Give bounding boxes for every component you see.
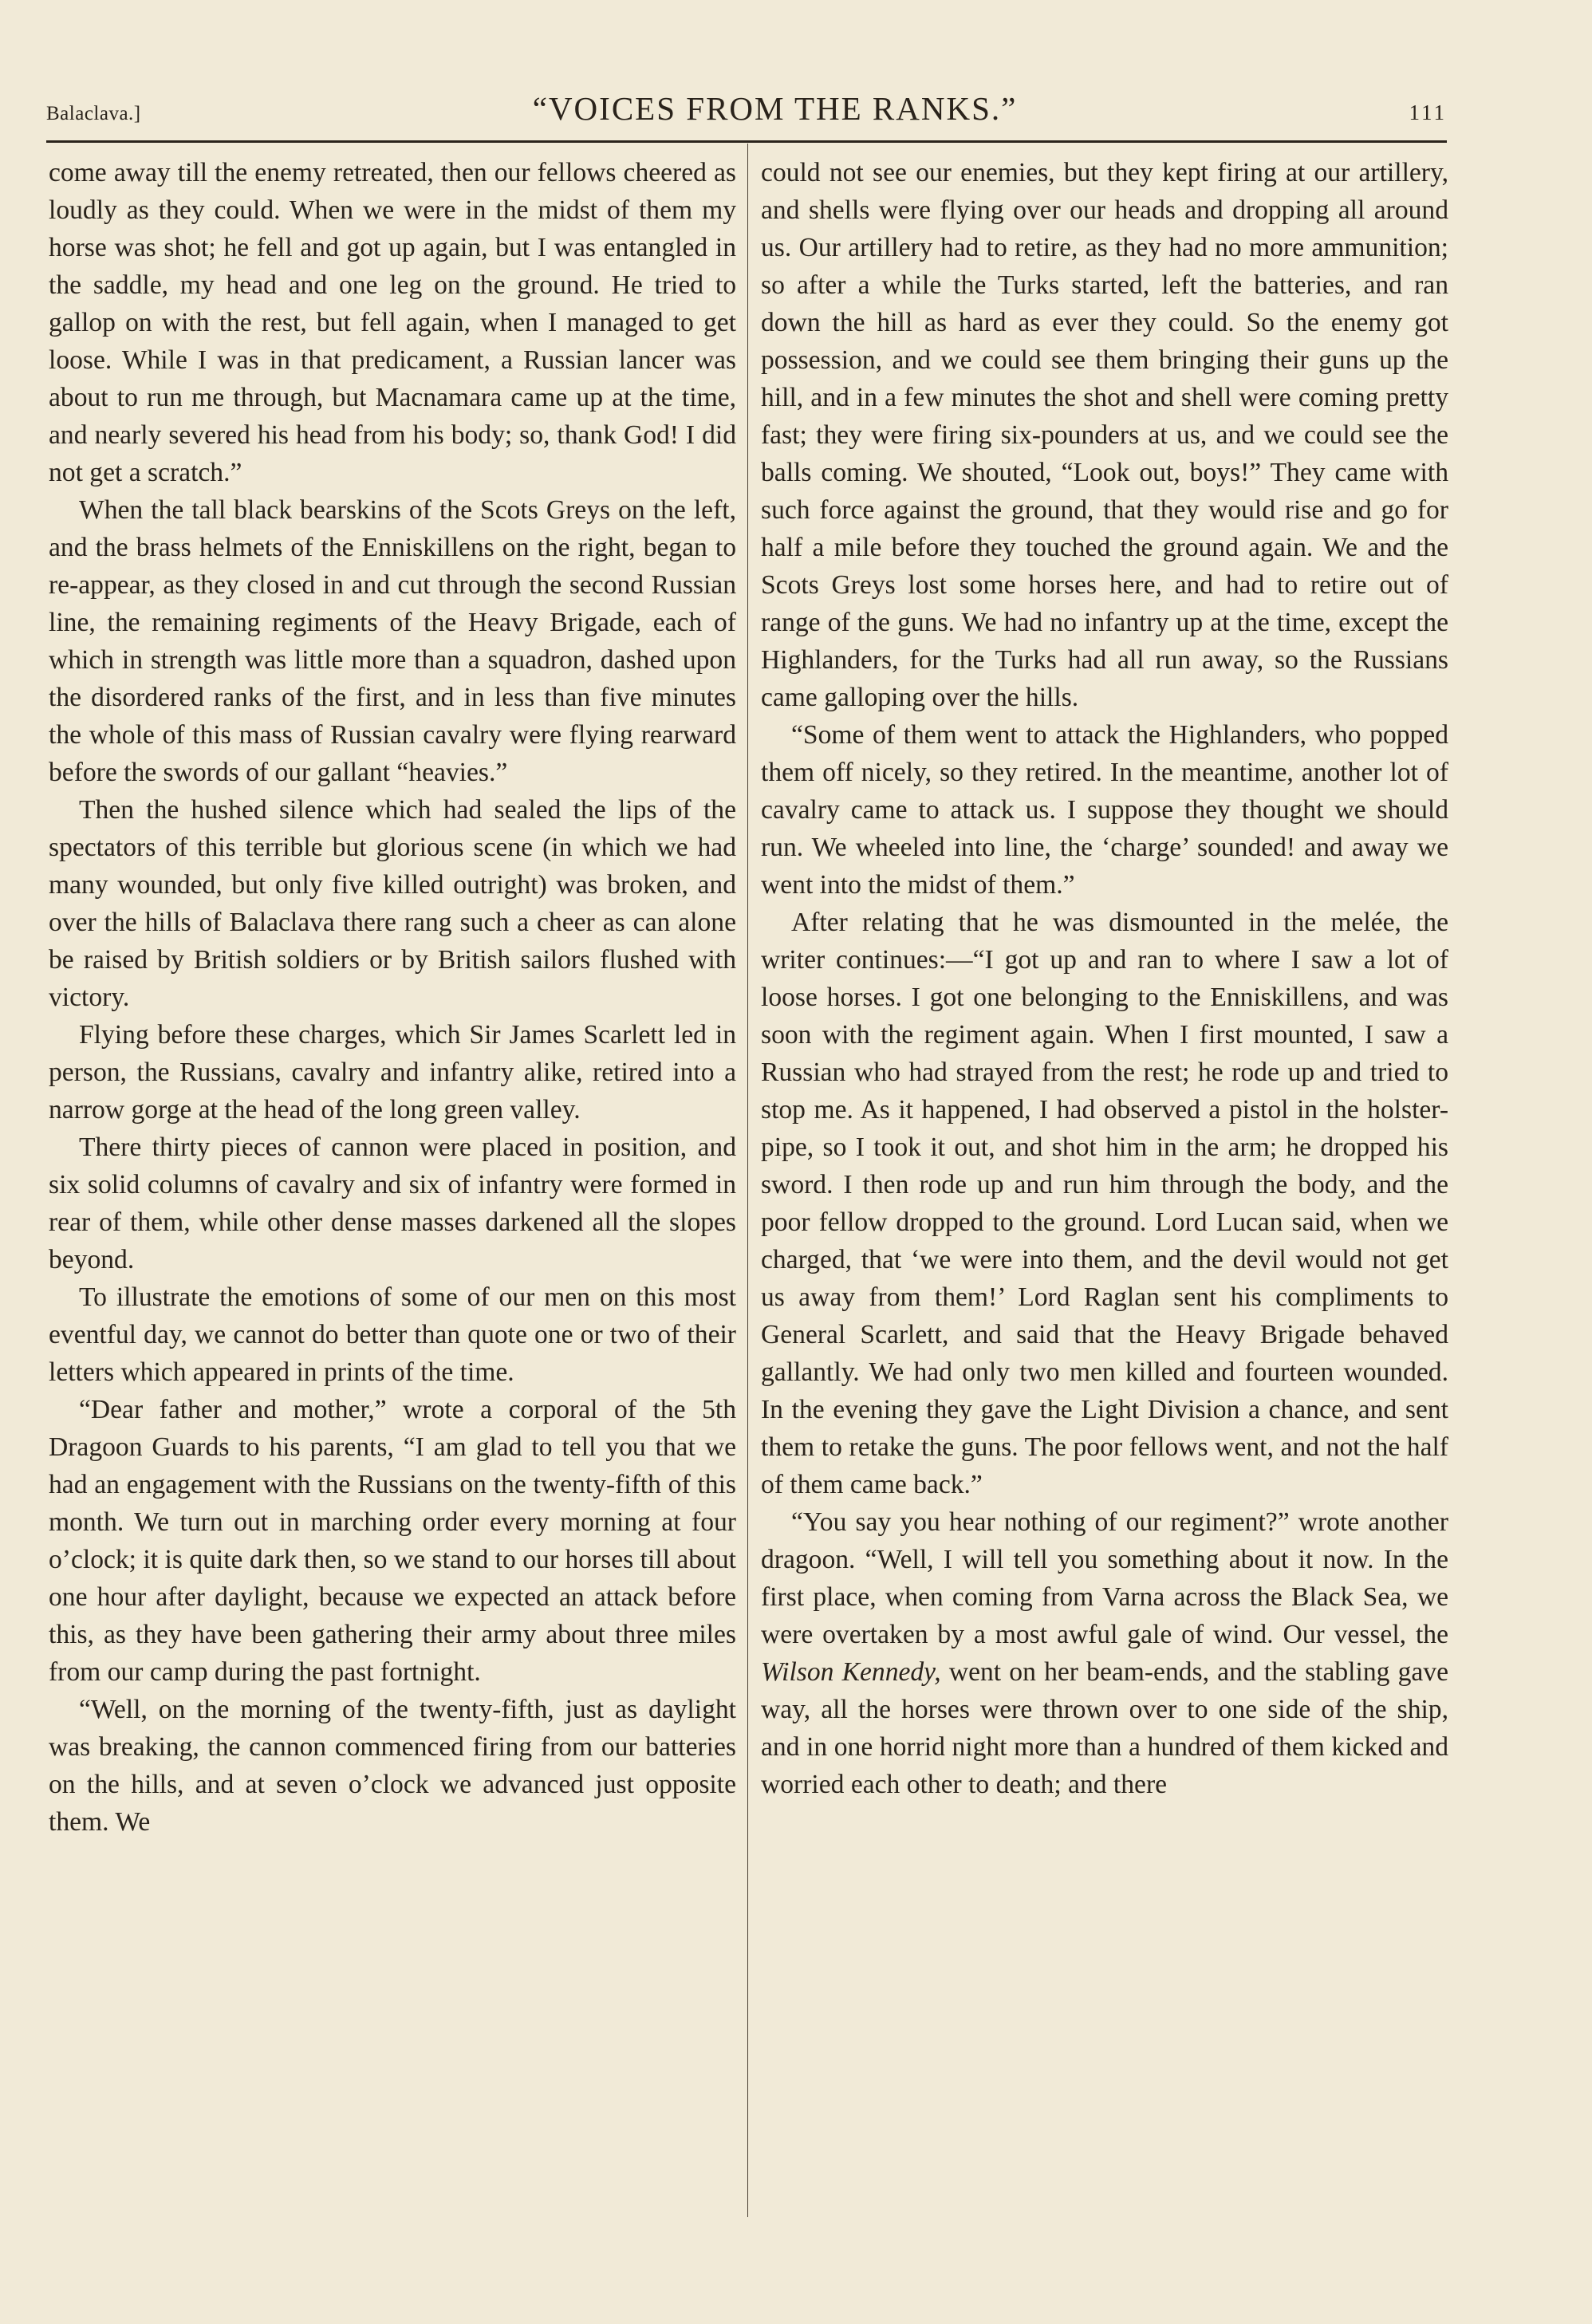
paragraph: come away till the enemy retreated, then our fellows cheered as loudly as they could. When we were in the midst of them my horse was shot; he fell and got up again, but I was entangled in the saddle, my head and one leg on the ground. He tried to gallop on with the rest, but fell again, when I managed to get loose. While I was in that predicament, a Russian lancer was about to run me through, but Macnamara came up at the time, and nearly severed his head from his body; so, thank God! I did not get a scratch.” <box>49 158 736 487</box>
page-number: 111 <box>1409 100 1447 124</box>
paragraph: When the tall black bearskins of the Scots Greys on the left, and the brass helmets of the Enniskillens on the right, began to re-appear, as they closed in and cut through the second Russian line, the remaining regiments of the Heavy Brigade, each of which in strength was little more than a squadron, dashed upon the disordered ranks of the first, and in less than five minutes the whole of this mass of Russian cavalry were flying rearward before the swords of our gallant “heavies.” <box>49 495 736 787</box>
paragraph <box>761 1503 1448 1803</box>
column-divider <box>747 144 748 2217</box>
section-label: Balaclava.] <box>46 103 141 124</box>
paragraph: “Well, on the morning of the twenty-fifth, just as daylight was breaking, the cannon commenced firing from our batteries on the hills, and at seven o’clock we advanced just opposite them. We <box>49 1695 736 1837</box>
paragraph-text: “You say you hear nothing of our regiment?” wrote another dragoon. “Well, I will tell you something about it now. In the first place, when coming from Varna across the Black Sea, we were overtaken by a most awful gale of wind. Our vessel, the <box>761 1507 1448 1649</box>
right-column <box>761 154 1448 2243</box>
page-title: “VOICES FROM THE RANKS.” <box>532 90 1018 127</box>
running-header <box>46 89 1447 139</box>
paragraph: “Some of them went to attack the Highlanders, who popped them off nicely, so they retired. In the meantime, another lot of cavalry came to attack us. I suppose they thought we should run. We wheeled into line, the ‘charge’ sounded! and away we went into the midst of them.” <box>761 720 1448 900</box>
ship-name: Wilson Kennedy, <box>761 1657 941 1687</box>
paragraph: There thirty pieces of cannon were placed in position, and six solid columns of cavalry and six of infantry were formed in rear of them, while other dense masses darkened all the slopes beyond. <box>49 1132 736 1274</box>
left-column <box>49 154 736 2243</box>
paragraph: To illustrate the emotions of some of our men on this most eventful day, we cannot do better than quote one or two of their letters which appeared in prints of the time. <box>49 1282 736 1387</box>
paragraph-text: went on her beam-ends, and the stabling gave way, all the horses were thrown over to one side of the ship, and in one horrid night more than a hundred of them kicked and worried each other to death; and there <box>761 1657 1448 1799</box>
header-rule <box>46 140 1447 143</box>
paragraph: “Dear father and mother,” wrote a corporal of the 5th Dragoon Guards to his parents, “I am glad to tell you that we had an engagement with the Russians on the twenty-fifth of this month. We turn out in marching order every morning at four o’clock; it is quite dark then, so we stand to our horses till about one hour after daylight, because we expected an attack before this, as they have been gathering their army about three miles from our camp during the past fortnight. <box>49 1395 736 1687</box>
paragraph: After relating that he was dismounted in the melée, the writer continues:—“I got up and ran to where I saw a lot of loose horses. I got one belonging to the Enniskillens, and was soon with the regiment again. When I first mounted, I saw a Russian who had strayed from the rest; he rode up and tried to stop me. As it happened, I had observed a pistol in the holster-pipe, so I took it out, and shot him in the arm; he dropped his sword. I then rode up and run him through the body, and the poor fellow dropped to the ground. Lord Lucan said, when we charged, that ‘we were into them, and the devil would not get us away from them!’ Lord Raglan sent his compliments to General Scarlett, and said that the Heavy Brigade behaved gallantly. We had only two men killed and fourteen wounded. In the evening they gave the Light Division a chance, and sent them to retake the guns. The poor fellows went, and not the half of them came back.” <box>761 908 1448 1499</box>
paragraph: Flying before these charges, which Sir James Scarlett led in person, the Russians, cavalry and infantry alike, retired into a narrow gorge at the head of the long green valley. <box>49 1020 736 1125</box>
paragraph: Then the hushed silence which had sealed the lips of the spectators of this terrible but glorious scene (in which we had many wounded, but only five killed outright) was broken, and over the hills of Balaclava there rang such a cheer as can alone be raised by British soldiers or by British sailors flushed with victory. <box>49 795 736 1012</box>
paragraph: could not see our enemies, but they kept firing at our artillery, and shells were flying over our heads and dropping all around us. Our artillery had to retire, as they had no more ammunition; so after a while the Turks started, left the batteries, and ran down the hill as hard as ever they could. So the enemy got possession, and we could see them bringing their guns up the hill, and in a few minutes the shot and shell were coming pretty fast; they were firing six-pounders at us, and we could see the balls coming. We shouted, “Look out, boys!” They came with such force against the ground, that they would rise and go for half a mile before they touched the ground again. We and the Scots Greys lost some horses here, and had to retire out of range of the guns. We had no infantry up at the time, except the Highlanders, for the Turks had all run away, so the Russians came galloping over the hills. <box>761 158 1448 712</box>
